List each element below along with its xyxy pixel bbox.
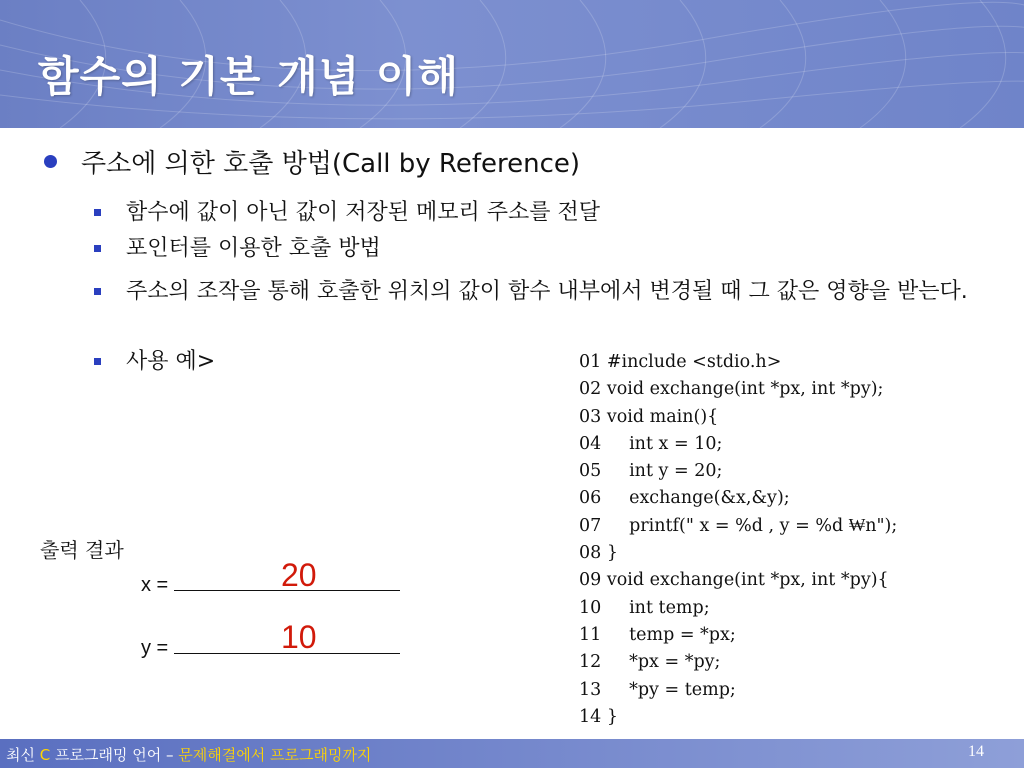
code-line: 10 int temp; <box>579 597 710 618</box>
sub-item <box>94 233 794 265</box>
code-line: 11 temp = *px; <box>579 624 736 645</box>
page-number: 14 <box>968 743 984 760</box>
code-listing <box>579 349 897 731</box>
code-line: 08 } <box>579 543 618 564</box>
footer-c: C <box>39 746 51 764</box>
sub-item-text: 포인터를 이용한 호출 방법 <box>126 236 381 261</box>
square-bullet-icon <box>94 245 101 252</box>
x-answer-value: 20 <box>281 557 317 593</box>
footer-middle: 프로그래밍 언어 – <box>55 746 174 764</box>
main-bullet <box>44 143 580 180</box>
y-answer-row <box>141 635 400 660</box>
slide-footer <box>0 739 1024 768</box>
y-answer-value: 10 <box>281 619 317 655</box>
code-line: 14 } <box>579 706 618 727</box>
sub-item-text: 함수에 값이 아닌 값이 저장된 메모리 주소를 전달 <box>126 200 600 225</box>
square-bullet-icon <box>94 358 101 365</box>
sub-item <box>94 197 794 229</box>
main-bullet-text: 주소에 의한 호출 방법(Call by Reference) <box>81 149 581 179</box>
code-line: 13 *py = temp; <box>579 679 736 700</box>
code-line: 06 exchange(&x,&y); <box>579 488 790 509</box>
code-line: 04 int x = 10; <box>579 433 723 454</box>
x-answer-row <box>141 572 400 597</box>
slide-header <box>0 0 1024 128</box>
code-line: 03 void main(){ <box>579 406 719 427</box>
code-line: 05 int y = 20; <box>579 461 723 482</box>
result-label: 출력 결과 <box>40 538 124 562</box>
square-bullet-icon <box>94 288 101 295</box>
bullet-dot-icon <box>44 155 57 168</box>
sub-item-text: 주소의 조작을 통해 호출한 위치의 값이 함수 내부에서 변경될 때 그 값은 영향을 받는다. <box>126 279 968 304</box>
footer-highlight: 문제해결에서 프로그래밍까지 <box>178 746 372 764</box>
y-label: y = <box>141 637 169 659</box>
sub-item-text: 사용 예> <box>126 349 216 374</box>
sub-item <box>94 276 994 308</box>
sub-item <box>94 346 394 378</box>
code-line: 12 *px = *py; <box>579 652 721 673</box>
code-line: 07 printf(" x = %d , y = %d ₩n"); <box>579 515 898 536</box>
square-bullet-icon <box>94 209 101 216</box>
footer-text <box>6 744 371 765</box>
slide-title: 함수의 기본 개념 이해 <box>38 52 460 101</box>
code-line: 09 void exchange(int *px, int *py){ <box>579 570 889 591</box>
code-line: 02 void exchange(int *px, int *py); <box>579 379 884 400</box>
footer-prefix: 최신 <box>6 746 35 764</box>
x-label: x = <box>141 574 169 596</box>
code-line: 01 #include <stdio.h> <box>579 352 782 372</box>
